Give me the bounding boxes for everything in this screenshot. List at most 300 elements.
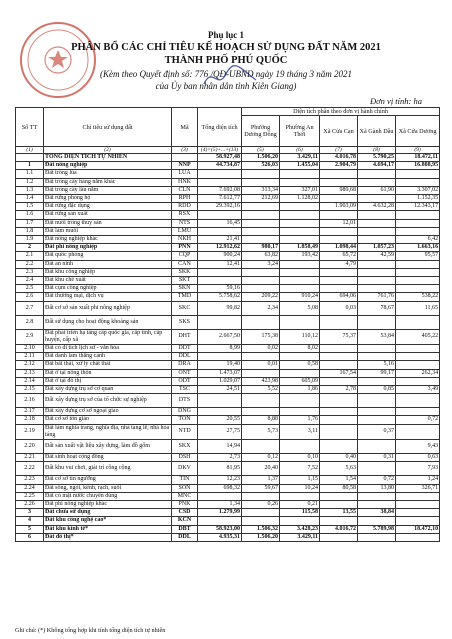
row-code: DRA [172,361,198,369]
row-total: 99,82 [198,301,242,315]
row-ward-value [280,211,320,219]
row-code: DKV [172,462,198,476]
row-code: SKS [172,315,198,329]
row-ward-value [280,394,320,408]
row-total: 8,99 [198,345,242,353]
row-code: DDL [172,353,198,361]
row-ward-value [396,500,440,508]
row-ward-value: 7,93 [396,462,440,476]
row-name: Đất khu công nghệ cao* [44,517,172,525]
row-stt: 2.24 [16,484,44,492]
table-row [16,277,440,285]
row-ward-value: 167,54 [320,369,358,377]
row-ward-value [320,408,358,416]
row-stt: 2.12 [16,361,44,369]
col-name: Chỉ tiêu sử dụng đất [44,108,172,147]
row-ward-value: 95,57 [396,252,440,260]
row-ward-value [320,195,358,203]
appendix-label: Phụ lục 1 [207,30,244,40]
row-name: Đất cụm công nghiệp [44,285,172,293]
table-row [16,492,440,500]
row-total [198,315,242,329]
row-ward-value [280,260,320,268]
row-stt: 1.1 [16,170,44,178]
row-ward-value [242,353,280,361]
row-ward-value: 3,11 [280,424,320,439]
row-ward-value: 78,67 [358,301,396,315]
table-row [16,236,440,244]
row-ward-value [358,353,396,361]
row-code: DDT [172,345,198,353]
row-name: Đất cơ sở tôn giáo [44,416,172,424]
row-name: Đất danh lam thắng cảnh [44,353,172,361]
row-ward-value: 115,58 [280,509,320,517]
row-name: Đất sông, ngòi, kênh, rạch, suối [44,484,172,492]
row-code: TIN [172,476,198,484]
row-ward-value: 16.808,95 [396,162,440,170]
row-ward-value [358,178,396,186]
row-ward-value [358,170,396,178]
table-row [16,476,440,484]
table-row [16,195,440,203]
row-code: CQP [172,252,198,260]
row-ward-value: 694,06 [320,293,358,301]
row-total [198,170,242,178]
row-name: Đất rừng đặc dụng [44,203,172,211]
row-ward-value [358,500,396,508]
row-ward-value [280,203,320,211]
row-name: TỔNG DIỆN TÍCH TỰ NHIÊN [44,154,172,162]
col-ward-4: Xã Gành Dầu [358,116,396,147]
row-code: ONT [172,369,198,377]
row-stt: 1.6 [16,211,44,219]
row-ward-value: 1.098,44 [320,244,358,252]
row-name: Đất nông nghiệp [44,162,172,170]
row-code: DNG [172,408,198,416]
row-total: 1.279,99 [198,509,242,517]
row-ward-value: 5.790,25 [358,154,396,162]
row-code: CLN [172,186,198,194]
row-ward-value: 193,42 [280,252,320,260]
row-name: Đất xây dựng trụ sở cơ quan [44,386,172,394]
issuing-authority: của Ủy ban nhân dân tỉnh Kiên Giang) [155,81,297,91]
row-code: HNK [172,178,198,186]
row-ward-value: 3,49 [396,386,440,394]
row-ward-value [280,285,320,293]
row-stt: 2.25 [16,492,44,500]
row-ward-value [320,315,358,329]
row-ward-value [280,219,320,227]
row-total: 59,16 [198,285,242,293]
table-row [16,416,440,424]
row-ward-value: 5,63 [320,462,358,476]
row-ward-value: 3.428,23 [280,525,320,533]
row-ward-value [358,277,396,285]
row-ward-value [242,268,280,276]
row-ward-value [280,268,320,276]
row-stt: 1 [16,162,44,170]
row-ward-value: 13,80 [358,484,396,492]
row-ward-value [242,170,280,178]
table-row [16,369,440,377]
col-ward-1: Phường Dương Đông [242,116,280,147]
row-code: DHT [172,329,198,344]
row-total: 7.612,77 [198,195,242,203]
row-total: 1.029,07 [198,377,242,385]
row-ward-value: 538,22 [396,293,440,301]
row-total: 81,95 [198,462,242,476]
row-name: Đất phi nông nghiệp [44,244,172,252]
row-ward-value: 0,21 [280,500,320,508]
row-ward-value: 1,86 [280,386,320,394]
row-ward-value [320,353,358,361]
page-subtitle: THÀNH PHỐ PHÚ QUỐC [164,55,288,66]
row-ward-value: 526,03 [242,162,280,170]
row-code: DDL [172,533,198,541]
row-code: TSC [172,386,198,394]
row-stt: 2.16 [16,394,44,408]
index-cell: (1) [16,147,44,154]
row-ward-value [242,369,280,377]
row-ward-value: 327,01 [280,186,320,194]
row-ward-value: 7,52 [280,462,320,476]
row-name: Đất xây dựng trụ sở của tổ chức sự nghiệp [44,394,172,408]
row-name: Đất làm muối [44,227,172,235]
row-ward-value [396,408,440,416]
row-ward-value: 0,02 [242,345,280,353]
row-ward-value: 65,72 [320,252,358,260]
row-stt: 2.4 [16,277,44,285]
row-ward-value [242,509,280,517]
row-code: NKH [172,236,198,244]
row-code: NTD [172,424,198,439]
row-ward-value: 1.506,20 [242,154,280,162]
row-stt: 2.19 [16,424,44,439]
row-ward-value: 3.429,11 [280,533,320,541]
row-ward-value [320,492,358,500]
row-name: Đất phi nông nghiệp khác [44,500,172,508]
row-ward-value [396,533,440,541]
table-row [16,170,440,178]
row-name: Đất thương mại, dịch vụ [44,293,172,301]
row-total: 58.927,48 [198,154,242,162]
table-row [16,408,440,416]
row-ward-value: 8,02 [280,345,320,353]
row-ward-value [320,227,358,235]
row-ward-value: 1.858,49 [280,244,320,252]
row-ward-value [320,416,358,424]
row-stt: 2.9 [16,329,44,344]
row-code: PNN [172,244,198,252]
row-ward-value: 59,67 [242,484,280,492]
row-ward-value: 80,58 [320,484,358,492]
row-stt: 5 [16,525,44,533]
row-code: RPH [172,195,198,203]
row-total: 12,23 [198,476,242,484]
row-ward-value [396,260,440,268]
row-total: 16,45 [198,219,242,227]
decision-reference: (Kèm theo Quyết định số: 776 /QĐ-UBND ngày 19 tháng 3 năm 2021 [100,69,352,79]
table-row [16,525,440,533]
table-row [16,345,440,353]
row-ward-value [358,462,396,476]
row-stt: 2.20 [16,440,44,454]
table-row [16,353,440,361]
row-ward-value [320,517,358,525]
row-ward-value [242,394,280,408]
table-row [16,260,440,268]
row-code: TON [172,416,198,424]
row-total: 7.692,08 [198,186,242,194]
row-total: 1.473,07 [198,369,242,377]
row-ward-value: 18.472,10 [396,525,440,533]
table-row [16,203,440,211]
table-row [16,462,440,476]
row-ward-value [242,517,280,525]
row-total: 12,41 [198,260,242,268]
row-total: 58.923,00 [198,525,242,533]
row-name: Đất trồng cây hàng năm khác [44,178,172,186]
row-ward-value: 38,84 [358,509,396,517]
table-row [16,211,440,219]
row-name: Đất trồng cây lâu năm [44,186,172,194]
row-ward-value: 53,84 [358,329,396,344]
row-ward-value [280,178,320,186]
row-ward-value [358,227,396,235]
row-ward-value: 10,24 [280,484,320,492]
row-ward-value: 11,65 [396,301,440,315]
footnote: Ghi chú: (*) Không tổng hợp khi tính tổng diện tích tự nhiên [15,627,166,634]
row-ward-value: 12,01 [320,219,358,227]
row-ward-value [396,517,440,525]
row-name: Đất chưa sử dụng [44,509,172,517]
row-ward-value: 0,72 [358,476,396,484]
row-ward-value: 1,15 [280,476,320,484]
table-row [16,329,440,344]
row-name: Đất khu kinh tế* [44,525,172,533]
row-ward-value: 3.429,11 [280,154,320,162]
row-ward-value: 3,24 [242,260,280,268]
row-name: Đất bãi thải, xử lý chất thải [44,361,172,369]
col-ward-3: Xã Cửa Cạn [320,116,358,147]
row-stt: 2.5 [16,285,44,293]
table-row [16,517,440,525]
table-row [16,178,440,186]
row-ward-value [320,424,358,439]
row-ward-value: 326,71 [396,484,440,492]
col-code: Mã [172,108,198,147]
row-ward-value [242,211,280,219]
row-total [198,394,242,408]
col-total: Tổng diện tích [198,108,242,147]
table-row [16,454,440,462]
row-ward-value: 0,10 [280,454,320,462]
row-code: CSD [172,509,198,517]
row-code: DSH [172,454,198,462]
row-ward-value [358,408,396,416]
row-ward-value: 0,12 [242,454,280,462]
col-ward-5: Xã Cửa Dương [396,116,440,147]
row-ward-value [396,361,440,369]
row-ward-value: 1,54 [320,476,358,484]
row-ward-value: 4,79 [320,260,358,268]
row-total [198,268,242,276]
table-row [16,186,440,194]
row-ward-value: 3.307,02 [396,186,440,194]
page-title: PHÂN BỔ CÁC CHỈ TIÊU KẾ HOẠCH SỬ DỤNG ĐẤT NĂM 2021 [71,42,381,53]
row-stt: 2.17 [16,408,44,416]
row-stt: 2.14 [16,377,44,385]
row-ward-value: 262,34 [396,369,440,377]
row-ward-value: 0,03 [320,301,358,315]
row-name: Đất nuôi trồng thủy sản [44,219,172,227]
index-cell: (7) [320,147,358,154]
table-row [16,377,440,385]
row-name: Đất khu công nghiệp [44,268,172,276]
row-name: Đất phát triển hạ tầng cấp quốc gia, cấp tỉnh, cấp huyện, cấp xã [44,329,172,344]
row-ward-value [358,440,396,454]
row-ward-value [242,236,280,244]
row-name: Đất cơ sở tín ngưỡng [44,476,172,484]
row-name: Đất rừng phòng hộ [44,195,172,203]
row-ward-value [320,440,358,454]
table-row [16,440,440,454]
row-code: NNP [172,162,198,170]
signature-icon [200,62,260,92]
row-code: SKK [172,268,198,276]
row-ward-value [320,178,358,186]
row-stt: 6 [16,533,44,541]
row-ward-value [320,211,358,219]
row-name: Đất ở tại nông thôn [44,369,172,377]
row-ward-value: 0,31 [358,454,396,462]
row-code: LMU [172,227,198,235]
row-code [172,154,198,162]
row-total [198,408,242,416]
row-ward-value [280,408,320,416]
row-stt: 1.8 [16,227,44,235]
row-ward-value [242,492,280,500]
row-stt: 2.8 [16,315,44,329]
row-ward-value: 2,78 [320,386,358,394]
row-ward-value [280,440,320,454]
row-name: Đất sản xuất vật liệu xây dựng, làm đồ gốm [44,440,172,454]
row-total: 1,34 [198,500,242,508]
row-total: 24,51 [198,386,242,394]
row-stt: 2.18 [16,416,44,424]
row-ward-value: 1.903,09 [320,203,358,211]
row-ward-value [396,345,440,353]
row-ward-value: 61,90 [358,186,396,194]
row-name: Đất xây dựng cơ sở ngoại giao [44,408,172,416]
row-stt: 1.4 [16,195,44,203]
row-ward-value [358,394,396,408]
row-name: Đất ở tại đô thị [44,377,172,385]
row-ward-value [358,268,396,276]
row-total: 5.758,62 [198,293,242,301]
row-stt: 2.6 [16,293,44,301]
row-stt: 2.23 [16,476,44,484]
row-ward-value: 13,55 [320,509,358,517]
row-ward-value [320,277,358,285]
row-code: TMD [172,293,198,301]
row-ward-value [242,203,280,211]
table-row [16,509,440,517]
row-ward-value: 1.152,35 [396,195,440,203]
table-row [16,424,440,439]
row-stt: 1.2 [16,178,44,186]
row-name: Đất có di tích lịch sử - văn hóa [44,345,172,353]
row-ward-value: 4.632,28 [358,203,396,211]
row-stt: 2.10 [16,345,44,353]
row-stt: 2.15 [16,386,44,394]
row-ward-value [242,285,280,293]
row-stt: 2.26 [16,500,44,508]
row-ward-value [396,277,440,285]
row-ward-value [396,377,440,385]
table-row [16,285,440,293]
row-ward-value [396,285,440,293]
row-ward-value [320,345,358,353]
row-ward-value: 910,24 [280,293,320,301]
row-total: 2.667,50 [198,329,242,344]
row-total: 698,32 [198,484,242,492]
row-ward-value [320,361,358,369]
row-name: Đất nông nghiệp khác [44,236,172,244]
row-total [198,492,242,500]
row-ward-value [396,219,440,227]
row-name: Đất an ninh [44,260,172,268]
row-ward-value: 980,17 [242,244,280,252]
row-ward-value [396,211,440,219]
row-code: SKX [172,440,198,454]
row-ward-value [358,195,396,203]
row-total: 12.912,62 [198,244,242,252]
row-code: PNK [172,500,198,508]
table-body [16,147,440,542]
row-total: 29.392,16 [198,203,242,211]
table-row [16,533,440,541]
row-code: SKC [172,301,198,315]
row-ward-value [358,236,396,244]
table-row [16,154,440,162]
row-ward-value: 209,22 [242,293,280,301]
row-ward-value [242,227,280,235]
row-total [198,277,242,285]
row-stt: 2.3 [16,268,44,276]
row-code: ODT [172,377,198,385]
row-stt: 2.13 [16,369,44,377]
row-ward-value [358,219,396,227]
row-ward-value: 18.472,11 [396,154,440,162]
row-code: SKN [172,285,198,293]
row-ward-value [358,285,396,293]
row-stt: 4 [16,517,44,525]
row-ward-value: 1,76 [280,416,320,424]
col-group: Diện tích phân theo đơn vị hành chính [242,108,440,116]
row-ward-value [358,492,396,500]
index-cell: (8) [358,147,396,154]
row-ward-value [280,315,320,329]
index-cell: (5) [242,147,280,154]
row-ward-value: 8,88 [242,416,280,424]
row-ward-value: 5,73 [242,424,280,439]
row-ward-value: 405,22 [396,329,440,344]
row-ward-value: 4.694,17 [358,162,396,170]
row-ward-value: 423,98 [242,377,280,385]
row-stt [16,154,44,162]
row-total [198,517,242,525]
